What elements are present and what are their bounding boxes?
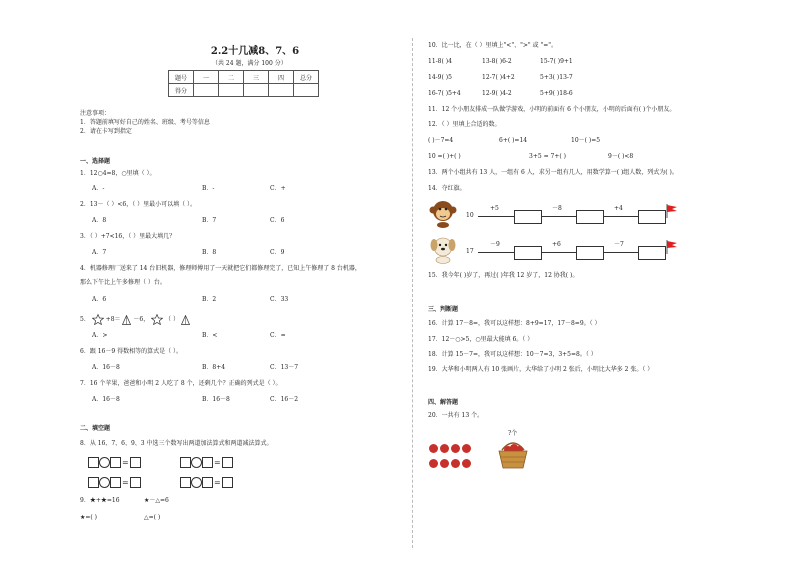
column-divider [412,38,413,548]
notes-heading: 注意事项： [80,110,111,117]
question-14: 14．夺红旗。 [428,185,466,192]
question-9-blank: △=( ) [144,514,161,521]
compare-item: 13-8( )6-2 [482,58,512,65]
option-a: A．> [92,332,108,339]
flow-arrow-line [604,216,638,217]
option-c: C．16－2 [270,396,299,403]
flow-start: 10 [466,212,474,219]
operator-circle[interactable] [191,457,202,468]
flow-operation: +5 [490,205,499,212]
option-c: C．+ [270,185,286,192]
question-1: 1．12○4=8，○里填（ ）。 [80,170,156,177]
option-a: A．16－8 [92,396,120,403]
flow-operation: －8 [552,205,562,212]
flow-operation: －7 [614,241,624,248]
question-20: 20．一共有 13 个。 [428,412,484,419]
operator-circle[interactable] [191,477,202,488]
answer-box[interactable] [202,477,213,488]
question-15: 15．我今年( )岁了，再过( )年我 12 岁了，12 协我( )。 [428,272,579,279]
apple-icon [462,444,471,453]
flow-arrow-line [604,252,638,253]
compare-item: 11-8( )4 [428,58,452,65]
page-title: 2.2十几减8、7、6 [210,46,300,57]
flow-operation: +6 [552,241,561,248]
red-flag-icon [666,204,678,218]
option-a: A．16－8 [92,364,120,371]
question-8: 8．从 16、7、6、9、3 中选三个数写出两道加法算式和两道减法算式。 [80,440,273,447]
question-9-blank: ★=( ) [80,514,97,521]
question-7: 7．16 个苹果，爸爸和小明 2 人吃了 8 个，还剩几个？正确的列式是（ ）。 [80,380,282,387]
fill-item: 10 =( )+( ) [428,153,461,160]
operator-circle[interactable] [99,477,110,488]
question-6: 6．跟 16－9 得数相等的算式是（ ）。 [80,348,182,355]
fill-item: 10－( )=5 [571,137,601,144]
question-4: 4．机器修理厂送来了 14 台旧机器，修理师傅用了一天就把它们都修理完了，已知上午修理了 8 台机器， [80,265,361,272]
option-c: C．9 [270,249,285,256]
answer-box[interactable] [180,477,191,488]
question-5: 5． +8＝ －6， （ ） [80,314,190,325]
question-10: 10．比一比，在（ ）里填上"<"、">" 或 "="。 [428,42,557,49]
answer-box[interactable] [88,477,99,488]
score-table-cell: 题号 [169,71,194,84]
option-a: A．6 [92,296,107,303]
apple-icon [429,444,438,453]
flow-answer-box[interactable] [576,246,604,260]
answer-box[interactable] [180,457,191,468]
score-table-score-row [169,84,319,97]
equation-blanks: = [180,455,233,468]
notes-item: 2．请在卡写到指定 [80,128,132,135]
score-table-cell: 总分 [294,71,319,84]
question-9-part: ★－△=6 [144,497,169,504]
dog-icon [428,234,458,264]
answer-box[interactable] [222,477,233,488]
triangle-outline-icon [181,315,190,325]
option-c: C．6 [270,217,285,224]
score-table-cell [244,84,269,97]
compare-item: 5+9( )18-6 [540,90,573,97]
apple-basket-icon [496,436,530,470]
option-b: B．8 [202,249,217,256]
compare-item: 12-7( )4+2 [482,74,515,81]
section-heading: 一、选择题 [80,158,111,165]
option-b: B．- [202,185,215,192]
triangle-outline-icon [122,315,131,325]
fill-item: 6+( )=14 [499,137,528,144]
option-a: A．8 [92,217,107,224]
question-17: 17．12－○>5，○里最大能填 6。（ ） [428,336,534,343]
answer-box[interactable] [202,457,213,468]
flow-answer-box[interactable] [576,210,604,224]
operator-circle[interactable] [99,457,110,468]
compare-item: 5+3( )13-7 [540,74,573,81]
option-b: B．16－8 [202,396,230,403]
flow-arrow-line [542,216,576,217]
apple-icon [462,459,471,468]
section-heading: 三、判断题 [428,306,459,313]
score-table-cell [294,84,319,97]
flow-arrow-line [478,252,514,253]
notes-item: 1．答题前填写好自己的姓名、班级、考号等信息 [80,119,210,126]
option-c: C．13－7 [270,364,299,371]
flow-operation: +4 [614,205,623,212]
apple-icon [440,459,449,468]
score-table-cell: 得分 [169,84,194,97]
score-table-cell [269,84,294,97]
question-19: 19．大华和小明两人有 10 张画片，大华给了小明 2 张后，小明比大华多 2 张。（ ） [428,366,654,373]
option-b: B．8+4 [202,364,226,371]
score-table-cell [219,84,244,97]
compare-item: 15-7( )9+1 [540,58,573,65]
answer-box[interactable] [130,457,141,468]
compare-item: 16-7( )5+4 [428,90,461,97]
option-c: C．33 [270,296,289,303]
option-a: A．7 [92,249,107,256]
apple-icon [440,444,449,453]
fill-item: 9－( )<8 [608,153,634,160]
score-table-cell: 二 [219,71,244,84]
compare-item: 12-9( )4-2 [482,90,512,97]
red-flag-icon [666,240,678,254]
score-table-header-row [169,71,319,84]
monkey-icon [428,198,458,228]
question-3: 3．（ ）+7<16，（ ）里最大填几？ [80,233,176,240]
flow-arrow-line [478,216,514,217]
equation-blanks: = [88,455,141,468]
question-11: 11．12 个小朋友排成一队做学游戏，小明的前面有 6 个小朋友，小明的后面有( )个小朋友。 [428,106,676,113]
basket-label: ?个 [508,430,518,437]
score-table-cell: 四 [269,71,294,84]
question-18: 18．计算 15－7=，我可以这样想：10－7=3，3+5=8。（ ） [428,351,597,358]
score-table-cell [194,84,219,97]
flow-arrow-line [542,252,576,253]
score-table-cell: 一 [194,71,219,84]
answer-box[interactable] [88,457,99,468]
answer-box[interactable] [110,457,121,468]
option-c: C．= [270,332,286,339]
flow-answer-box[interactable] [638,246,666,260]
flow-operation: －9 [490,241,500,248]
question-2: 2．13－（ ）<6，（ ）里最小可以填（ ）。 [80,201,197,208]
flow-answer-box[interactable] [514,246,542,260]
option-b: B．7 [202,217,217,224]
question-9: 9．★+★=16 [80,497,120,504]
apple-icon [451,444,460,453]
star-outline-icon [151,314,163,325]
apple-icon [451,459,460,468]
answer-box[interactable] [130,477,141,488]
question-4-continued: 那么下午比上午多修理（ ）台。 [80,279,166,286]
apple-icon [429,459,438,468]
flow-answer-box[interactable] [514,210,542,224]
compare-item: 14-9( )5 [428,74,452,81]
page-subtitle: （共 24 题，满分 100 分） [212,60,287,67]
option-b: B．< [202,332,218,339]
flow-answer-box[interactable] [638,210,666,224]
question-12: 12．（ ）里填上合适的数。 [428,121,501,128]
section-heading: 二、填空题 [80,425,111,432]
star-outline-icon [92,314,104,325]
score-table [168,70,319,97]
score-table-cell: 三 [244,71,269,84]
answer-box[interactable] [222,457,233,468]
fill-item: ( )－7=4 [428,137,454,144]
question-13: 13．两个小组共有 13 人，一组有 6 人，求另一组有几人，用数学算一( )组人数，列式为( )。 [428,169,678,176]
equation-blanks: = [88,475,141,488]
equation-blanks: = [180,475,233,488]
section-heading: 四、解答题 [428,399,459,406]
flow-start: 17 [466,248,474,255]
question-16: 16．计算 17－8=，我可以这样想：8+9=17，17－8=9。（ ） [428,320,601,327]
answer-box[interactable] [110,477,121,488]
option-a: A．- [92,185,105,192]
fill-item: 3+5 = 7+( ) [529,153,566,160]
option-b: B．2 [202,296,217,303]
